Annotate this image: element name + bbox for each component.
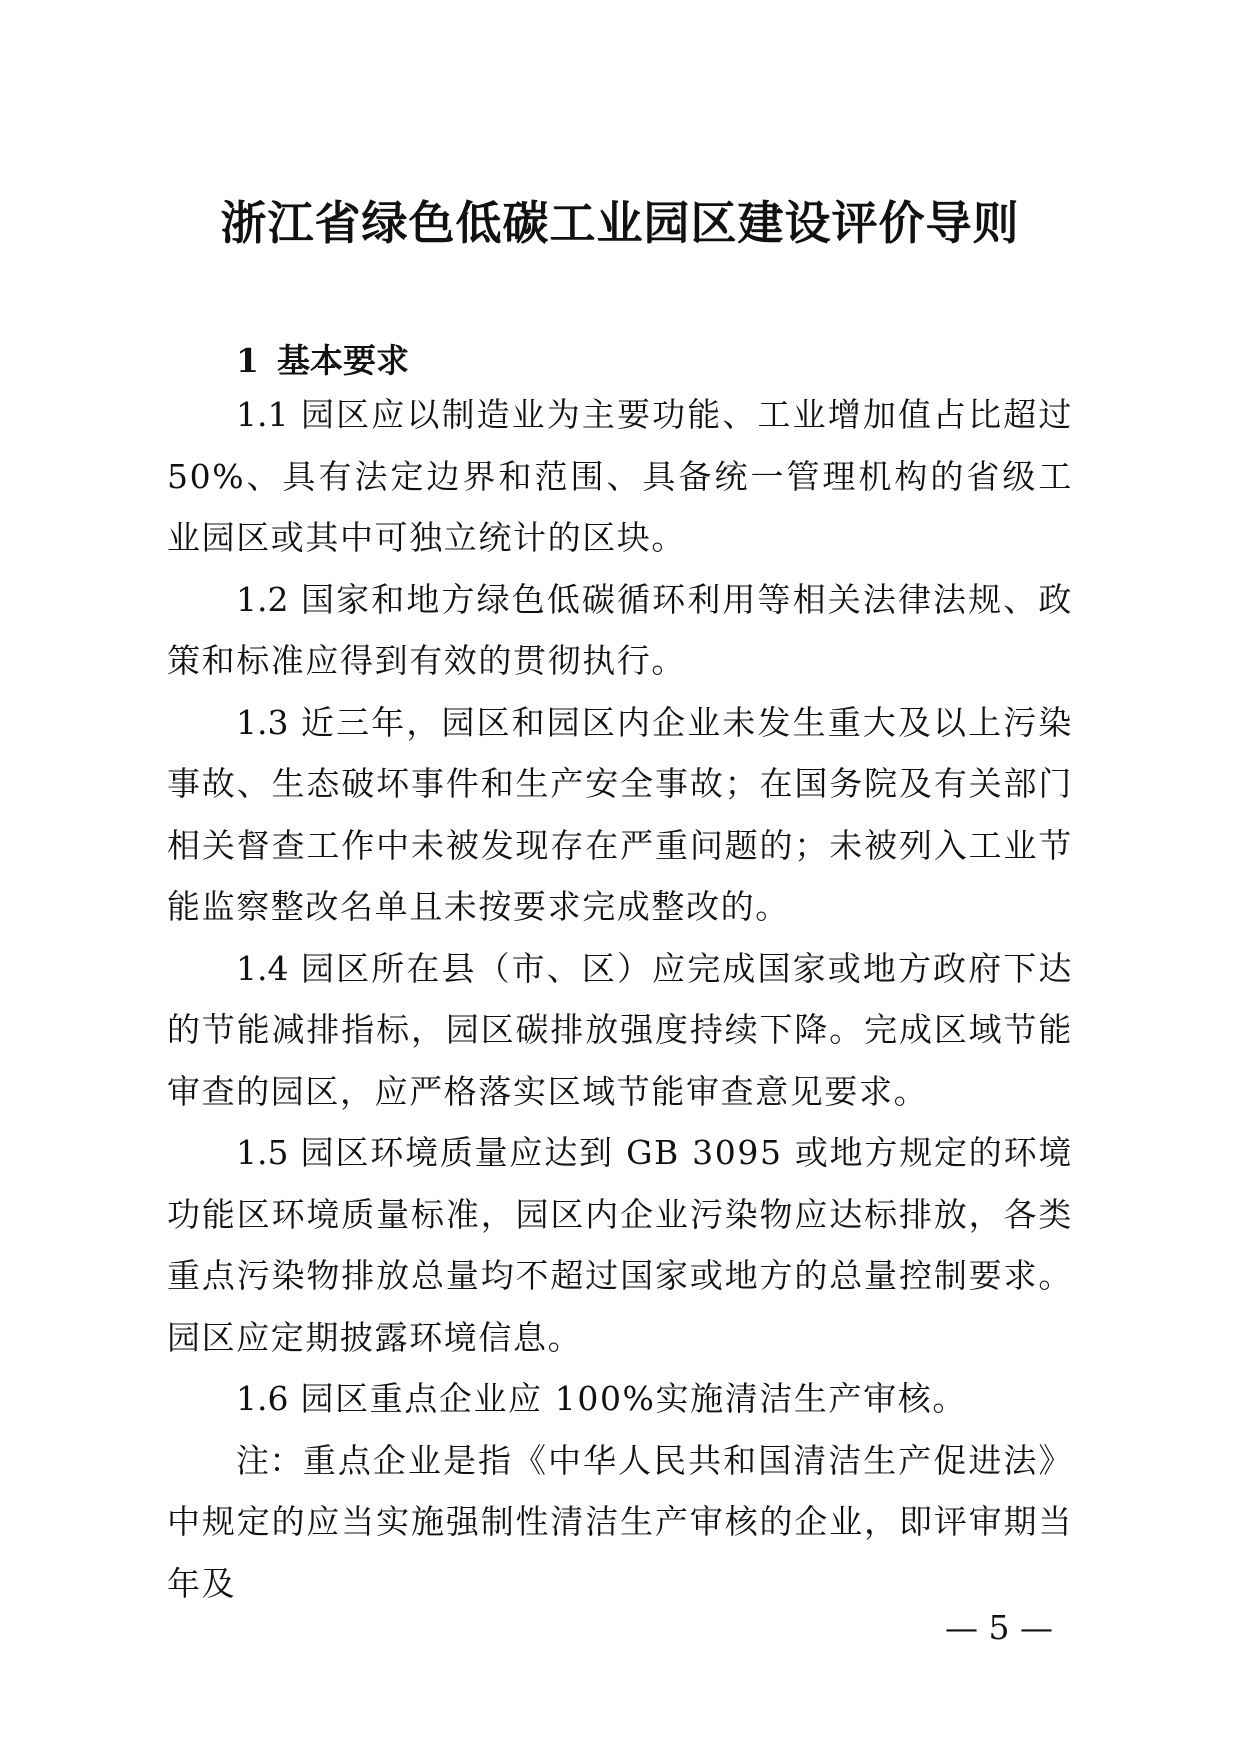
paragraph-text: 园区重点企业应 100%实施清洁生产审核。 (300, 1379, 967, 1418)
note-paragraph (167, 1430, 1073, 1615)
paragraph-1-1 (167, 384, 1073, 569)
paragraph-text: 园区应以制造业为主要功能、工业增加值占比超过50%、具有法定边界和范围、具备统一管理机构的省级工业园区或其中可独立统计的区块。 (167, 395, 1073, 557)
section-label: 基本要求 (276, 341, 409, 380)
section-number: 1 (236, 341, 259, 380)
document-body (167, 384, 1073, 1614)
document-title: 浙江省绿色低碳工业园区建设评价导则 (220, 196, 1020, 250)
section-heading (236, 330, 409, 392)
paragraph-text: 园区所在县（市、区）应完成国家或地方政府下达的节能减排指标，园区碳排放强度持续下降。完成区域节能审查的园区，应严格落实区域节能审查意见要求。 (167, 948, 1073, 1111)
paragraph-1-4 (167, 938, 1073, 1123)
paragraph-number: 1.4 (236, 948, 289, 988)
paragraph-1-2 (167, 569, 1073, 692)
paragraph-number: 1.2 (236, 579, 289, 619)
paragraph-text: 园区环境质量应达到 GB 3095 或地方规定的环境功能区环境质量标准，园区内企业污染物应达标排放，各类重点污染物排放总量均不超过国家或地方的总量控制要求。园区应定期披露环境信息。 (167, 1133, 1073, 1357)
page-number: — 5 — (945, 1608, 1053, 1647)
paragraph-1-3 (167, 692, 1073, 938)
paragraph-text: 国家和地方绿色低碳循环利用等相关法律法规、政策和标准应得到有效的贯彻执行。 (167, 579, 1073, 680)
paragraph-1-5 (167, 1122, 1073, 1368)
paragraph-number: 1.6 (236, 1379, 289, 1418)
paragraph-1-6 (167, 1368, 1073, 1430)
note-label: 注： (236, 1440, 303, 1480)
paragraph-text: 近三年，园区和园区内企业未发生重大及以上污染事故、生态破坏事件和生产安全事故；在国务院及有关部门相关督查工作中未被发现存在严重问题的；未被列入工业节能监察整改名单且未按要求完成整改的。 (167, 702, 1073, 926)
paragraph-number: 1.1 (236, 395, 289, 434)
paragraph-number: 1.5 (236, 1133, 289, 1172)
paragraph-number: 1.3 (236, 702, 289, 742)
note-text: 重点企业是指《中华人民共和国清洁生产促进法》中规定的应当实施强制性清洁生产审核的企业，即评审期当年及 (167, 1440, 1074, 1603)
